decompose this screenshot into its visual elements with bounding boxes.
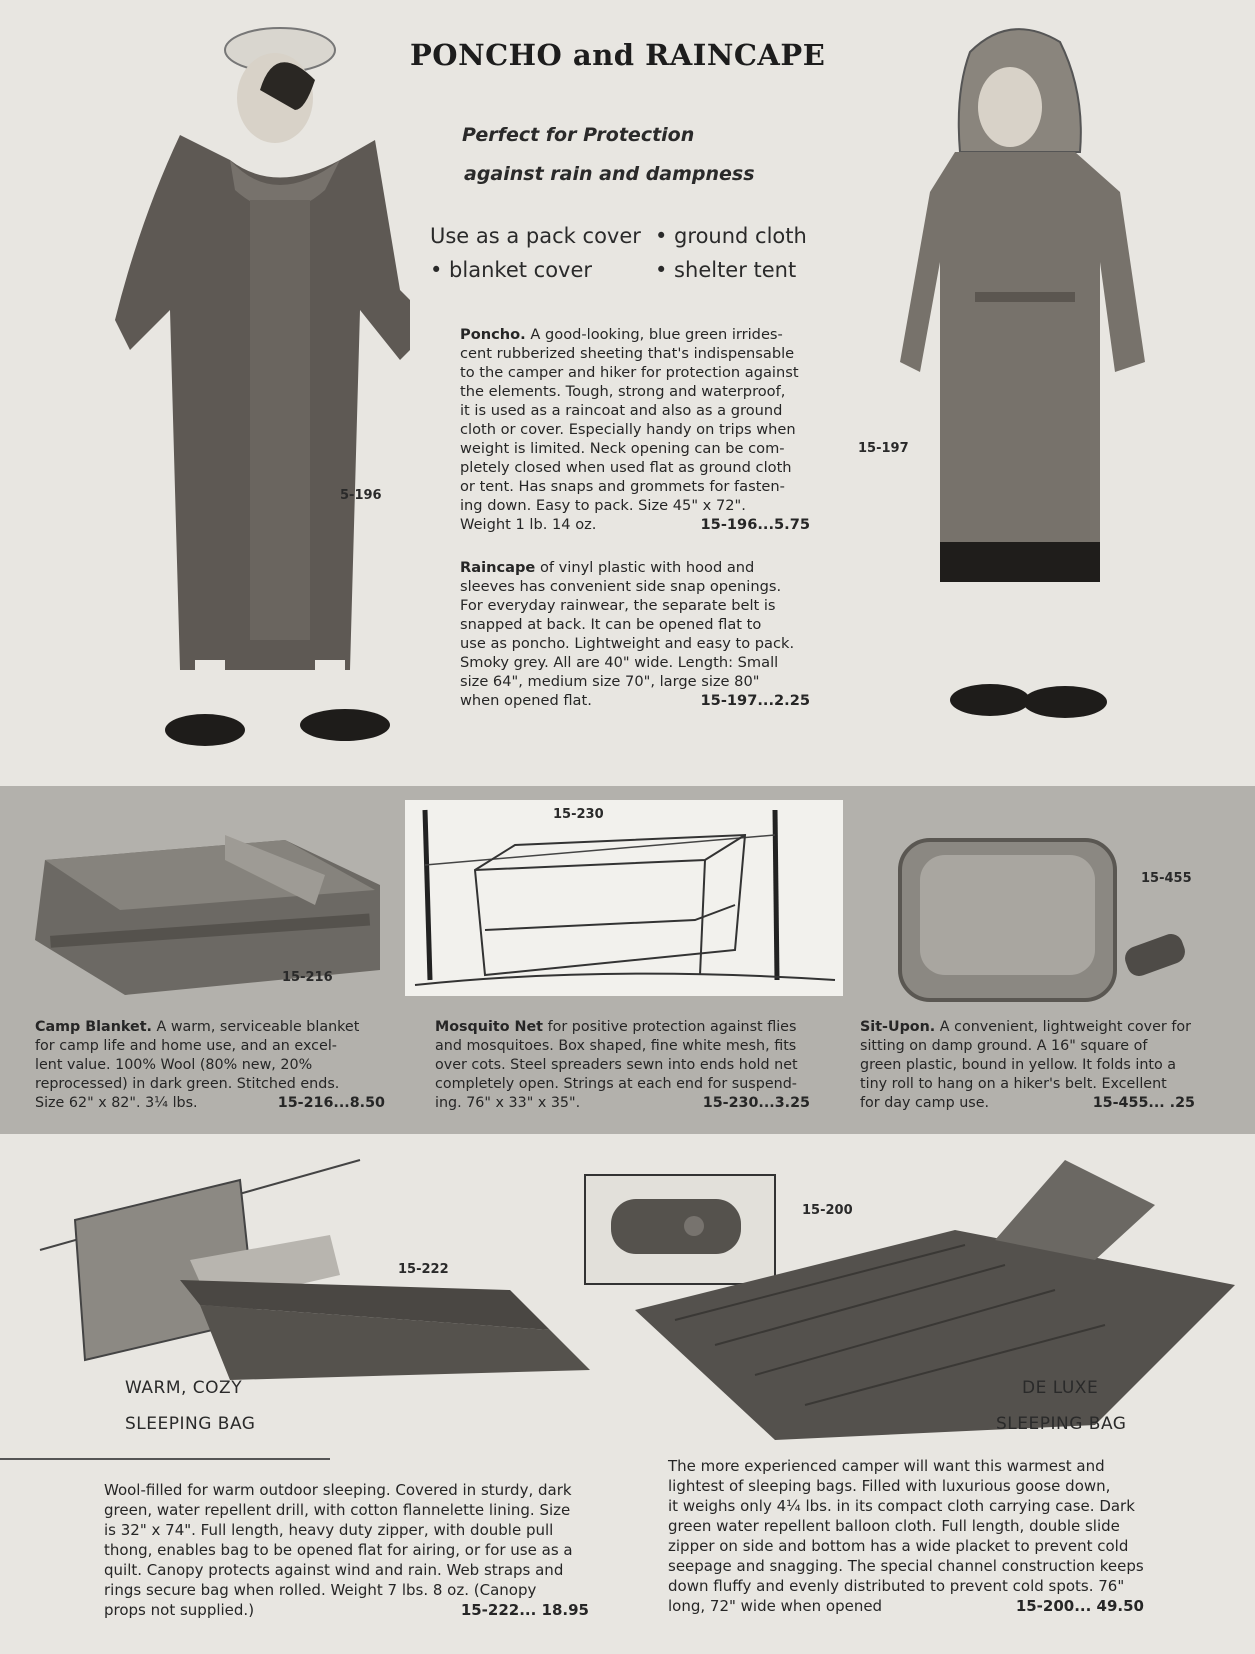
- deluxe-bag-line: down fluffy and evenly distributed to prevent cold spots. 76": [668, 1577, 1125, 1595]
- poncho-line: the elements. Tough, strong and waterproof,: [460, 383, 786, 400]
- net-last-line: ing. 76" x 33" x 35".: [435, 1095, 581, 1111]
- warm-bag-last-line: props not supplied.): [104, 1601, 255, 1619]
- situpon-last-line: for day camp use.: [860, 1095, 990, 1111]
- situpon-line: tiny roll to hang on a hiker's belt. Excellent: [860, 1076, 1167, 1092]
- blanket-name: Camp Blanket.: [35, 1019, 152, 1035]
- deluxe-bag-caption-2: SLEEPING BAG: [996, 1414, 1127, 1434]
- use-item-pack-cover: Use as a pack cover: [430, 224, 641, 248]
- divider-rule: [0, 1458, 330, 1460]
- poncho-line: ing down. Easy to pack. Size 45" x 72".: [460, 497, 746, 514]
- raincape-name: Raincape: [460, 559, 536, 576]
- warm-bag-line: rings secure bag when rolled. Weight 7 lbs. 8 oz. (Canopy: [104, 1581, 537, 1599]
- raincape-line: For everyday rainwear, the separate belt is: [460, 597, 776, 614]
- situpon-description: [860, 1018, 1195, 1113]
- use-item-ground-cloth: • ground cloth: [655, 224, 807, 248]
- warm-bag-caption-2: SLEEPING BAG: [125, 1414, 256, 1434]
- warm-bag-label: 15-222: [398, 1262, 449, 1277]
- warm-bag-description: [104, 1480, 589, 1620]
- poncho-line: or tent. Has snaps and grommets for fasten-: [460, 478, 785, 495]
- raincape-line: use as poncho. Lightweight and easy to pack.: [460, 635, 795, 652]
- net-first-line: for positive protection against flies: [547, 1019, 797, 1035]
- sit-upon-photo: [880, 830, 1210, 1010]
- blanket-price: 15-216...8.50: [277, 1095, 385, 1111]
- raincape-first-line: of vinyl plastic with hood and: [539, 559, 755, 576]
- use-item-blanket-cover: • blanket cover: [430, 258, 593, 282]
- poncho-line: pletely closed when used flat as ground cloth: [460, 459, 792, 476]
- poncho-description: [460, 325, 810, 534]
- poncho-last-line: Weight 1 lb. 14 oz.: [460, 516, 597, 533]
- poncho-label: 5-196: [340, 488, 382, 503]
- deluxe-bag-line: The more experienced camper will want this warmest and: [668, 1457, 1105, 1475]
- page-title: PONCHO and RAINCAPE: [410, 38, 826, 72]
- blanket-first-line: A warm, serviceable blanket: [156, 1019, 360, 1035]
- camp-blanket-photo: [25, 820, 390, 1005]
- poncho-name: Poncho.: [460, 326, 526, 343]
- situpon-price: 15-455... .25: [1092, 1095, 1195, 1111]
- warm-sleeping-bag-photo: [30, 1155, 630, 1385]
- poncho-line: cent rubberized sheeting that's indispensable: [460, 345, 795, 362]
- blanket-line: lent value. 100% Wool (80% new, 20%: [35, 1057, 313, 1073]
- net-price: 15-230...3.25: [702, 1095, 810, 1111]
- deluxe-bag-label: 15-200: [802, 1203, 853, 1218]
- raincape-line: size 64", medium size 70", large size 80": [460, 673, 760, 690]
- poncho-price: 15-196...5.75: [700, 516, 810, 533]
- poncho-line: to the camper and hiker for protection against: [460, 364, 799, 381]
- situpon-first-line: A convenient, lightweight cover for: [939, 1019, 1192, 1035]
- deluxe-sleeping-bag-photo: [635, 1150, 1235, 1440]
- raincape-photo: [900, 22, 1150, 762]
- blanket-last-line: Size 62" x 82". 3¼ lbs.: [35, 1095, 198, 1111]
- deluxe-bag-price: 15-200... 49.50: [1015, 1597, 1144, 1615]
- poncho-line: it is used as a raincoat and also as a ground: [460, 402, 783, 419]
- net-line: completely open. Strings at each end for suspend-: [435, 1076, 797, 1092]
- net-line: over cots. Steel spreaders sewn into ends hold net: [435, 1057, 798, 1073]
- poncho-line: cloth or cover. Especially handy on trips when: [460, 421, 796, 438]
- warm-bag-caption-1: WARM, COZY: [125, 1378, 243, 1398]
- raincape-label: 15-197: [858, 441, 909, 456]
- situpon-name: Sit-Upon.: [860, 1019, 936, 1035]
- warm-bag-line: green, water repellent drill, with cotton flannelette lining. Size: [104, 1501, 571, 1519]
- warm-bag-line: quilt. Canopy protects against wind and rain. Web straps and: [104, 1561, 564, 1579]
- deluxe-bag-line: it weighs only 4¼ lbs. in its compact cloth carrying case. Dark: [668, 1497, 1135, 1515]
- warm-bag-line: thong, enables bag to be opened flat for airing, or for use as a: [104, 1541, 573, 1559]
- situpon-label: 15-455: [1141, 871, 1192, 886]
- warm-bag-price: 15-222... 18.95: [460, 1601, 589, 1619]
- warm-bag-line: is 32" x 74". Full length, heavy duty zipper, with double pull: [104, 1521, 554, 1539]
- raincape-line: Smoky grey. All are 40" wide. Length: Small: [460, 654, 779, 671]
- mosquito-net-illustration: [405, 800, 843, 996]
- blanket-description: [35, 1018, 385, 1113]
- blanket-label: 15-216: [282, 970, 333, 985]
- net-line: and mosquitoes. Box shaped, fine white mesh, fits: [435, 1038, 797, 1054]
- poncho-photo: [110, 20, 410, 760]
- raincape-line: snapped at back. It can be opened flat to: [460, 616, 762, 633]
- raincape-last-line: when opened flat.: [460, 692, 592, 709]
- deluxe-bag-line: green water repellent balloon cloth. Full length, double slide: [668, 1517, 1120, 1535]
- poncho-line: weight is limited. Neck opening can be com-: [460, 440, 785, 457]
- deluxe-bag-description: [668, 1456, 1144, 1616]
- deluxe-bag-caption-1: DE LUXE: [1022, 1378, 1099, 1398]
- blanket-line: reprocessed) in dark green. Stitched ends.: [35, 1076, 340, 1092]
- poncho-first-line: A good-looking, blue green irrides-: [530, 326, 783, 343]
- tagline-1: Perfect for Protection: [462, 124, 695, 146]
- deluxe-bag-line: zipper on side and bottom has a wide placket to prevent cold: [668, 1537, 1129, 1555]
- net-label: 15-230: [553, 807, 604, 822]
- situpon-line: green plastic, bound in yellow. It folds into a: [860, 1057, 1177, 1073]
- raincape-line: sleeves has convenient side snap openings.: [460, 578, 782, 595]
- situpon-line: sitting on damp ground. A 16" square of: [860, 1038, 1148, 1054]
- use-item-shelter-tent: • shelter tent: [655, 258, 797, 282]
- net-name: Mosquito Net: [435, 1019, 544, 1035]
- warm-bag-line: Wool-filled for warm outdoor sleeping. Covered in sturdy, dark: [104, 1481, 572, 1499]
- net-description: [435, 1018, 810, 1113]
- tagline-2: against rain and dampness: [464, 163, 755, 185]
- blanket-line: for camp life and home use, and an excel-: [35, 1038, 337, 1054]
- deluxe-bag-line: seepage and snagging. The special channel construction keeps: [668, 1557, 1144, 1575]
- deluxe-bag-line: lightest of sleeping bags. Filled with luxurious goose down,: [668, 1477, 1111, 1495]
- raincape-description: [460, 558, 810, 710]
- raincape-price: 15-197...2.25: [700, 692, 810, 709]
- deluxe-bag-last-line: long, 72" wide when opened: [668, 1597, 883, 1615]
